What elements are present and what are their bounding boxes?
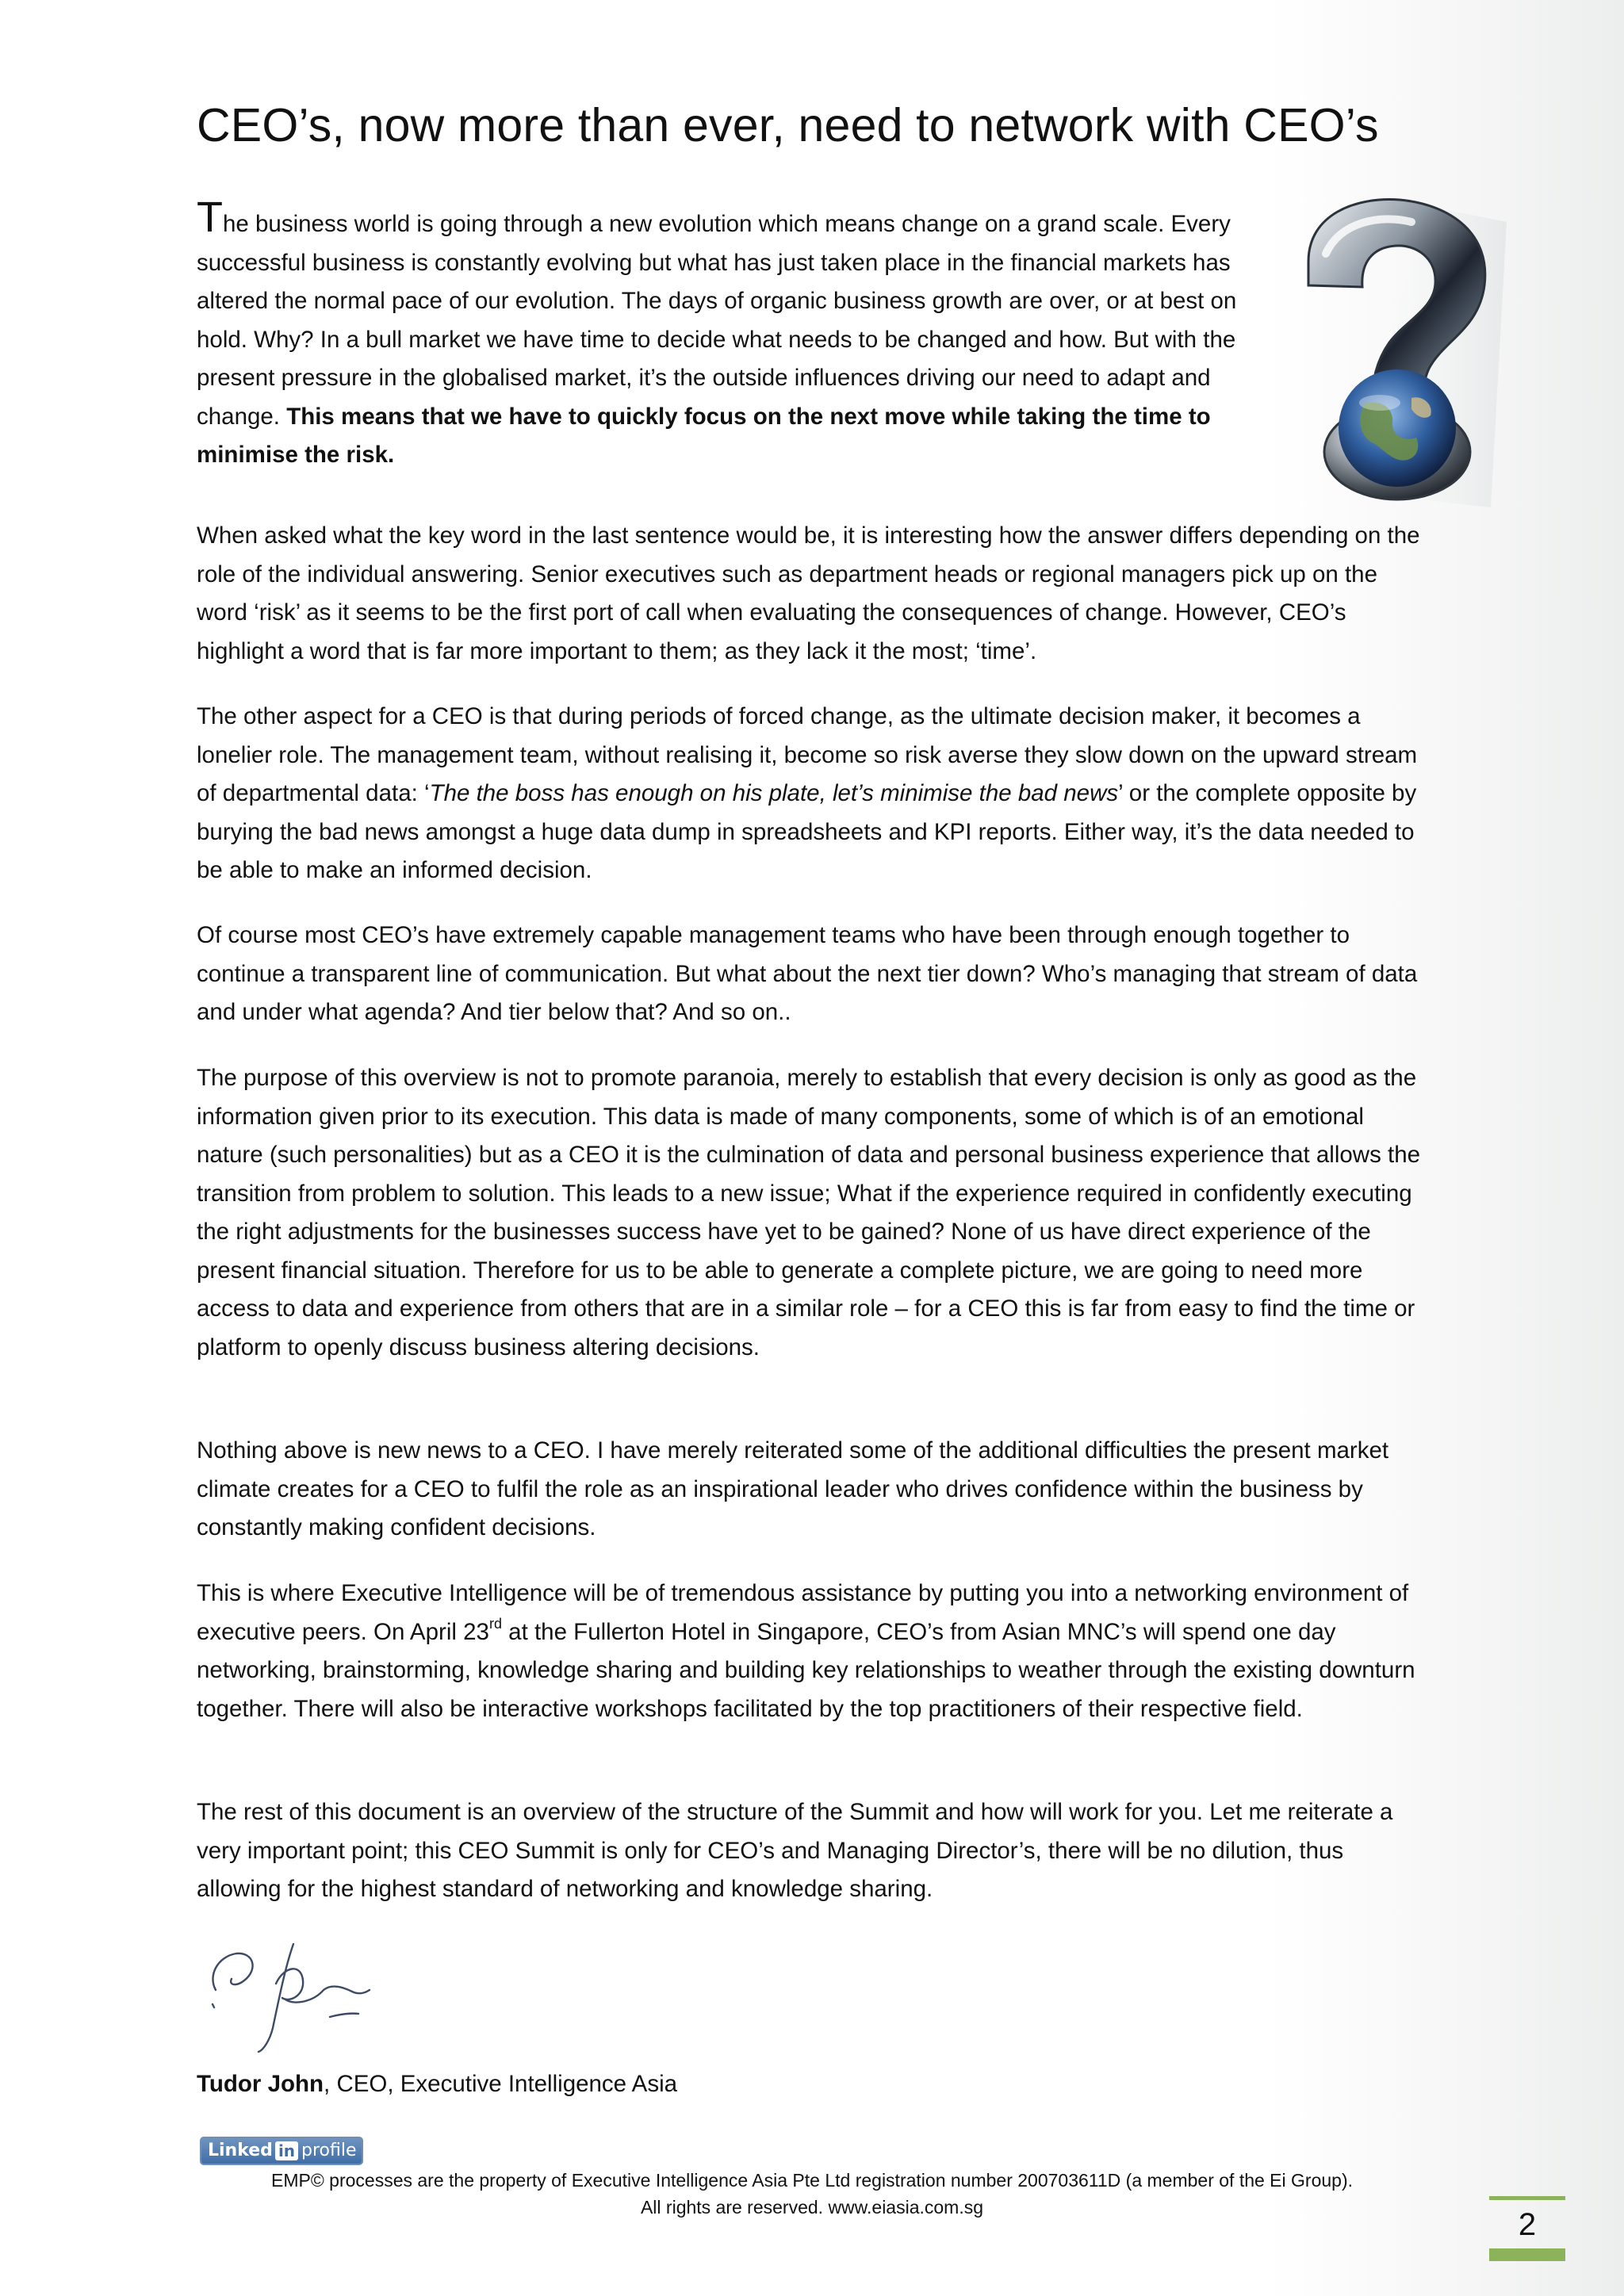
- p3-end: ’ or the complete opposite by burying the bad news amongst a huge data dump in spreadsheets and KPI reports. Either way, it’s the data needed to be able to make an informed decision.: [197, 780, 1417, 883]
- linkedin-profile-label: profile: [301, 2141, 357, 2160]
- drop-cap: T: [197, 193, 223, 241]
- signer-role: , CEO, Executive Intelligence Asia: [324, 2071, 678, 2097]
- signature: [197, 1934, 379, 2061]
- page-number-top-bar: [1489, 2196, 1565, 2200]
- p3-quote: The the boss has enough on his plate, let’s minimise the bad news: [429, 780, 1119, 806]
- page-number-bottom-bar: [1489, 2248, 1565, 2261]
- paragraph-summit-overview: The rest of this document is an overview of the structure of the Summit and how will work for you. Let me reiterate a very important point; this CEO Summit is only for CEO’s and Managing Director’s, there will be no dilution, thus allowing for the highest standard of networking and knowledge sharing.: [197, 1799, 1393, 1902]
- paragraph-nothing-new: Nothing above is new news to a CEO. I have merely reiterated some of the additional difficulties the present market climate creates for a CEO to fulfil the role as an inspirational leader who drives confidence within the business by constantly making confident decisions.: [197, 1437, 1389, 1540]
- linkedin-profile-button[interactable]: [200, 2137, 363, 2165]
- signer-line: [197, 2065, 677, 2103]
- linkedin-word: Linked: [208, 2141, 273, 2160]
- p7-start: This is where Executive Intelligence will be of tremendous assistance by putting you into a networking environment of executive peers. On April 23: [197, 1580, 1409, 1645]
- paragraph-purpose: The purpose of this overview is not to promote paranoia, merely to establish that every decision is only as good as the information given prior to its execution. This data is made of many components, some of which is of an emotional nature (such personalities) but as a CEO it is the culmination of data and personal business experience that allows the transition from problem to solution. This leads to a new issue; What if the experience required in confidently executing the right adjustments for the businesses success have yet to be gained? None of us have direct experience of the present financial situation. Therefore for us to be able to generate a complete picture, we are going to need more access to data and experience from others that are in a similar role – for a CEO this is far from easy to find the time or platform to openly discuss business altering decisions.: [197, 1065, 1421, 1360]
- footer-line-2: All rights are reserved. www.eiasia.com.sg: [640, 2197, 984, 2218]
- intro-text: he business world is going through a new evolution which means change on a grand scale. Every successful business is constantly evolving but what has just taken place in the financial markets has altered the normal pace of our evolution. The days of organic business growth are over, or at best on hold. Why? In a bull market we have time to decide what needs to be changed and how. But with the present pressure in the globalised market, it’s the outside influences driving our need to adapt and change.: [197, 211, 1237, 430]
- linkedin-in-icon: in: [275, 2141, 298, 2160]
- paragraph-executive-intelligence: [197, 1575, 1434, 1728]
- paragraph-management-teams: Of course most CEO’s have extremely capable management teams who have been through enough together to continue a transparent line of communication. But what about the next tier down? Who’s managing that stream of data and under what agenda? And tier below that? And so on..: [197, 922, 1418, 1025]
- paragraph-lonelier-role: [197, 698, 1434, 890]
- intro-bold-text: This means that we have to quickly focus on the next move while taking the time to minimise the risk.: [197, 403, 1211, 468]
- footer-line-1: EMP© processes are the property of Executive Intelligence Asia Pte Ltd registration number 200703611D (a member of the Ei Group).: [270, 2170, 1353, 2191]
- paragraph-key-word: When asked what the key word in the last sentence would be, it is interesting how the answer differs depending on the role of the individual answering. Senior executives such as department heads or regional managers pick up on the word ‘risk’ as it seems to be the first port of call when evaluating the consequences of change. However, CEO’s highlight a word that is far more important to them; as they lack it the most; ‘time’.: [197, 522, 1420, 664]
- paragraph-intro: [197, 193, 1243, 475]
- p7-superscript: rd: [488, 1615, 502, 1632]
- page-title: CEO’s, now more than ever, need to network with CEO’s: [197, 99, 1379, 151]
- p7-end: at the Fullerton Hotel in Singapore, CEO’s from Asian MNC’s will spend one day networking, brainstorming, knowledge sharing and building key relationships to weather through the existing downturn together. There will also be interactive workshops facilitated by the top practitioners of their respective field.: [197, 1618, 1415, 1722]
- footer-copyright: [0, 2167, 1624, 2221]
- page-number: 2: [1518, 2207, 1537, 2242]
- signer-name: Tudor John: [197, 2071, 324, 2097]
- p3-start: The other aspect for a CEO is that during periods of forced change, as the ultimate decision maker, it becomes a lonelier role. The management team, without realising it, become so risk averse they slow down on the upward stream of departmental data: ‘: [197, 703, 1418, 806]
- question-mark-globe-icon: [1253, 190, 1507, 507]
